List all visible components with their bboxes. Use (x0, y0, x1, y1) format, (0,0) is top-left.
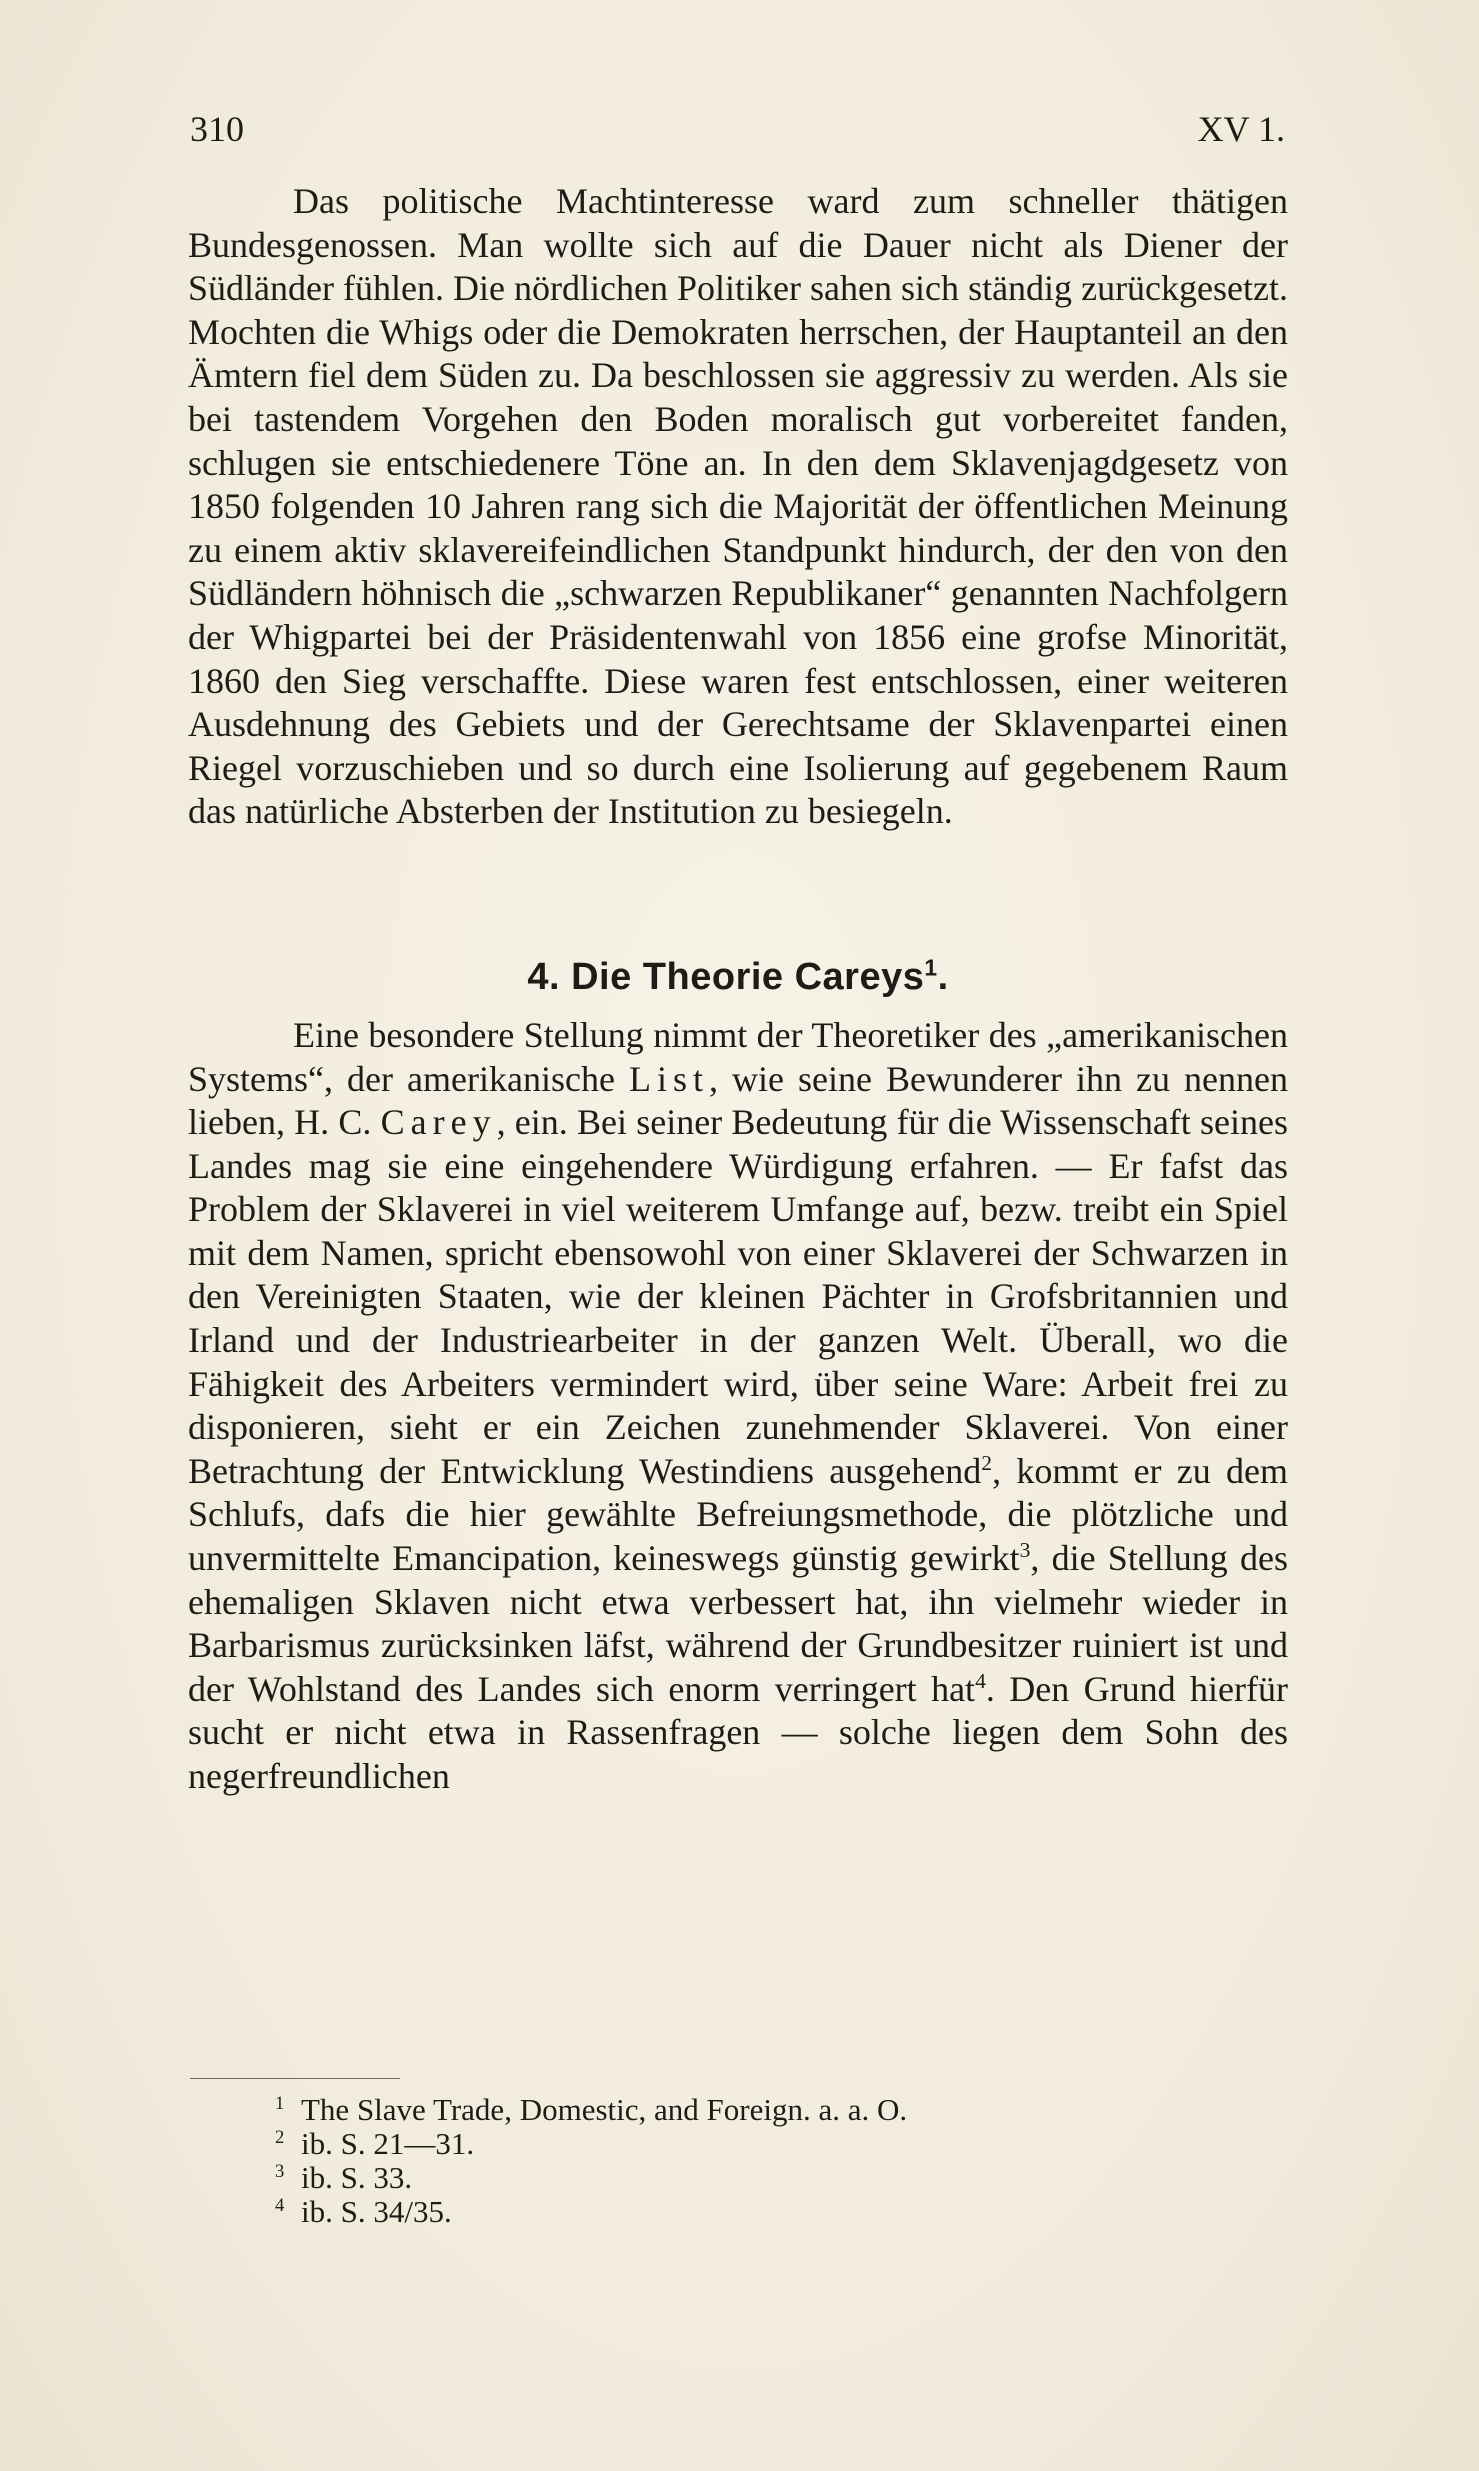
emphasis-carey: Carey (380, 1102, 497, 1143)
section-heading: 4. Die Theorie Careys$^1$. (527, 954, 949, 998)
text-run: , kommt er zu dem Schlufs, dafs die hier gewählte Befreiungsmethode, die plötzliche und unvermittelte Emancipation, keineswegs günstig gewirkt (188, 1450, 1288, 1579)
main-text (188, 180, 1288, 1799)
emphasis-list: List (628, 1058, 709, 1099)
footnote-2: 2 ib. S. 21—31. (275, 2126, 475, 2161)
footnote-4: 4 ib. S. 34/35. (275, 2194, 452, 2229)
footnote-3: 3 ib. S. 33. (275, 2160, 413, 2195)
footnote-ref-3: 3 (1019, 1538, 1031, 1563)
running-head: XV 1. (1197, 109, 1285, 149)
footnote-text: The Slave Trade, Domestic, and Foreign. a. a. O. (301, 2092, 908, 2127)
footnote-rule (190, 2078, 400, 2079)
section-heading-footnote-mark: 1 (924, 954, 938, 981)
footnote-ref-2: 2 (981, 1450, 993, 1475)
footnote-text: ib. S. 33. (301, 2160, 413, 2195)
footnote-ref-4: 4 (975, 1668, 986, 1693)
page-header (190, 104, 1285, 154)
footnotes (275, 2093, 1275, 2229)
paragraph-political-interest: Das politische Machtinteresse ward zum schneller thätigen Bundesgenossen. Man wollte sich auf die Dauer nicht als Diener der Südländer fühlen. Die nördlichen Politiker sahen sich ständig zurückgesetzt. Mochten die Whigs oder die Demokraten herrschen, der Hauptanteil an den Ämtern fiel dem Süden zu. Da beschlossen sie aggressiv zu werden. Als sie bei tastendem Vorgehen den Boden moralisch gut vorbereitet fanden, schlugen sie entschiedenere Töne an. In den dem Sklavenjagdgesetz von 1850 folgenden 10 Jahren rang sich die Majorität der öffentlichen Meinung zu einem aktiv sklavereifeindlichen Standpunkt hindurch, der den von den Südländern höhnisch die „schwarzen Republikaner“ genannten Nachfolgern der Whigpartei bei der Präsidentenwahl von 1856 eine grofse Minorität, 1860 den Sieg verschaffte. Diese waren fest entschlossen, einer weiteren Ausdehnung des Gebiets und der Gerechtsame der Sklavenpartei einen Riegel vorzuschieben und so durch eine Isolierung auf gegebenem Raum das natürliche Absterben der Institution zu besiegeln. (188, 181, 1288, 832)
page-number: 310 (190, 109, 244, 149)
text-run: , die Stellung des ehemaligen Sklaven nicht etwa verbessert hat, ihn vielmehr wieder in Barbarismus zurücksinken läfst, während der Grundbesitzer ruiniert ist und der Wohlstand des Landes sich enorm verringert hat (188, 1538, 1288, 1709)
text-run: . Den Grund hierfür sucht er nicht etwa in Rassenfragen — solche liegen dem Sohn des negerfreundlichen (188, 1668, 1288, 1796)
text-run: , wie seine Bewunderer ihn zu nennen lieben, H. C. (188, 1058, 1288, 1143)
section-heading-text: 4. Die Theorie Careys (527, 955, 925, 998)
footnote-text: ib. S. 34/35. (301, 2194, 452, 2229)
paragraph-carey-theory (188, 1014, 1288, 1799)
text-run: , ein. Bei seiner Bedeutung für die Wissenschaft seines Landes mag sie eine eingehendere Würdigung erfahren. — Er fafst das Problem der Sklaverei in viel weiterem Umfange auf, bezw. treibt ein Spiel mit dem Namen, spricht ebensowohl von einer Sklaverei der Schwarzen in den Vereinigten Staaten, wie der kleinen Pächter in Grofsbritannien und Irland und der Industriearbeiter in der ganzen Welt. Überall, wo die Fähigkeit des Arbeiters vermindert wird, über seine Ware: Arbeit frei zu disponieren, sieht er ein Zeichen zunehmender Sklaverei. Von einer Betrachtung der Entwicklung Westindiens ausgehend (188, 1102, 1288, 1491)
footnote-text: ib. S. 21—31. (301, 2126, 475, 2161)
footnote-1: 1 The Slave Trade, Domestic, and Foreign. a. a. O. (275, 2092, 908, 2127)
text-run: Eine besondere Stellung nimmt der Theoretiker des „amerikanischen Systems“, der amerikanische (188, 1014, 1288, 1099)
